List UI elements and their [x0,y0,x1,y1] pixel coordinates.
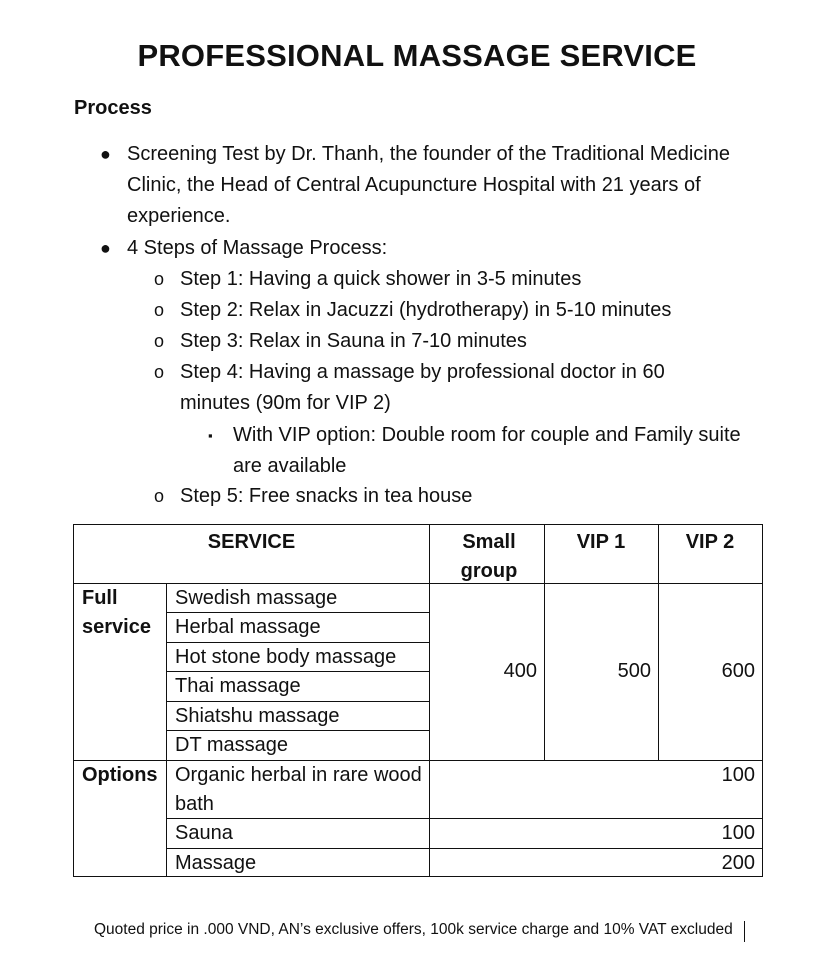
step-item: Step 4: Having a massage by professional doctor in 60 minutes (90m for VIP 2) [180,361,665,414]
step-item: Step 3: Relax in Sauna in 7-10 minutes [180,330,527,352]
price-footnote: Quoted price in .000 VND, AN’s exclusive offers, 100k service charge and 10% VAT excluded [94,921,733,938]
option-item: Sauna [175,822,233,844]
page-title: PROFESSIONAL MASSAGE SERVICE [137,38,697,73]
option-price: 200 [721,852,755,874]
bullet-icon: ● [100,238,111,258]
price-vip-2: 600 [721,660,755,682]
section-heading: Process [74,97,152,119]
header-vip-1: VIP 1 [576,531,626,553]
service-item: Thai massage [175,675,301,697]
option-price: 100 [721,764,755,786]
square-bullet-icon: ▪ [208,428,213,443]
options-label: Options [82,764,158,786]
circle-bullet-icon: o [154,269,165,289]
service-item: DT massage [175,734,289,756]
option-item: Massage [175,852,257,874]
step-item: Step 2: Relax in Jacuzzi (hydrotherapy) in 5-10 minutes [180,299,672,321]
service-item: Swedish massage [175,587,338,609]
full-service-label: Full service [82,587,151,638]
bullet-icon: ● [100,144,111,164]
header-small-group: Small group [460,531,518,582]
service-item: Herbal massage [175,616,321,638]
price-small-group: 400 [503,660,537,682]
step-item: Step 1: Having a quick shower in 3-5 minutes [180,268,582,290]
service-item: Shiatshu massage [175,705,340,727]
circle-bullet-icon: o [154,300,165,320]
option-item: Organic herbal in rare wood bath [175,764,422,815]
header-vip-2: VIP 2 [685,531,735,553]
service-item: Hot stone body massage [175,646,397,668]
price-vip-1: 500 [617,660,651,682]
bullet-item: 4 Steps of Massage Process: [127,237,388,259]
price-table [73,524,763,877]
circle-bullet-icon: o [154,331,165,351]
option-price: 100 [721,822,755,844]
circle-bullet-icon: o [154,362,165,382]
sub-bullet-item: With VIP option: Double room for couple and Family suite are available [233,424,741,477]
text-cursor [744,921,745,942]
bullet-item: Screening Test by Dr. Thanh, the founder of the Traditional Medicine Clinic, the Head of Central Acupuncture Hospital with 21 years of experience. [127,143,730,227]
step-item: Step 5: Free snacks in tea house [180,485,473,507]
header-service: SERVICE [207,531,296,553]
circle-bullet-icon: o [154,486,165,506]
